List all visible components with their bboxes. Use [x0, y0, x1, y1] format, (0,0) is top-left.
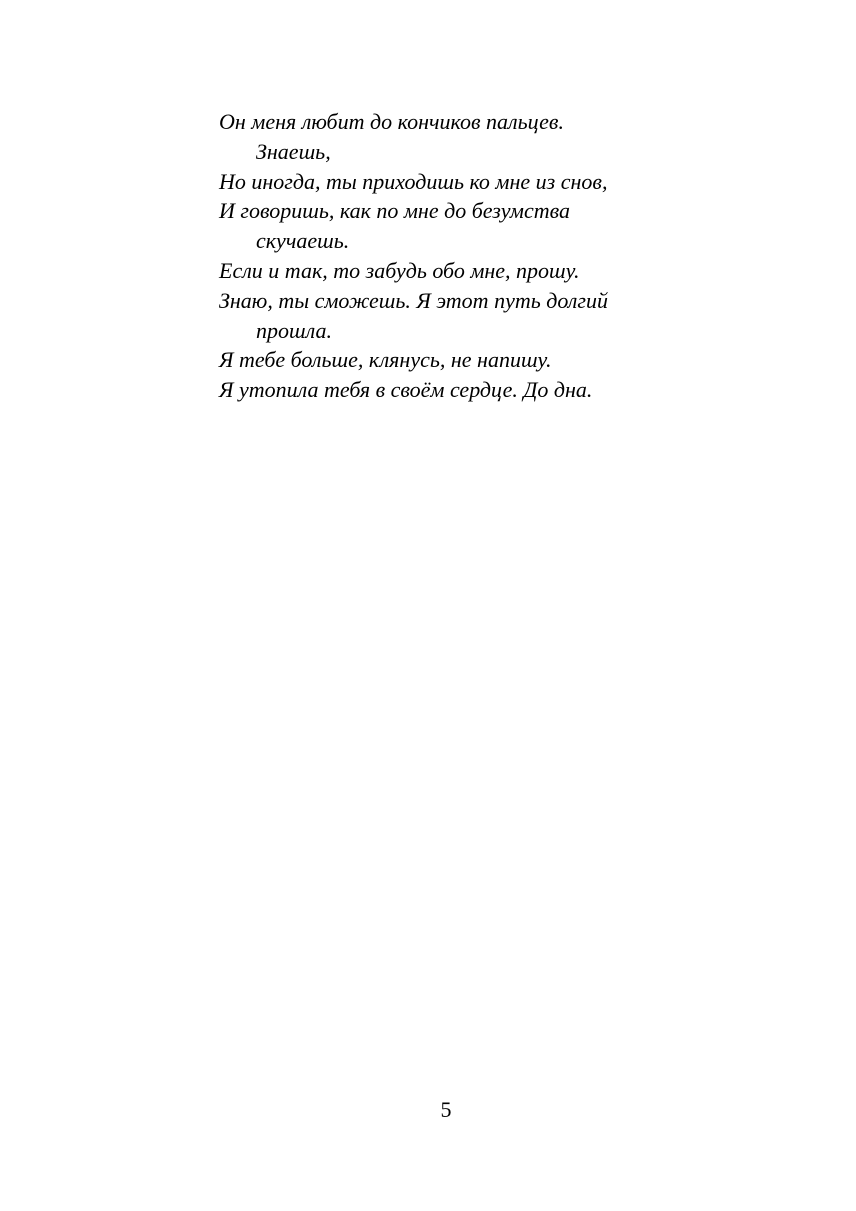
poem-line: Знаю, ты сможешь. Я этот путь долгий [219, 287, 608, 313]
poem-line: Если и так, то забудь обо мне, прошу. [219, 257, 580, 283]
poem-line: Я тебе больше, клянусь, не напишу. [219, 347, 552, 373]
poem-line-continuation: скучаешь. [256, 228, 350, 254]
poem-line: Он меня любит до кончиков пальцев. [219, 109, 564, 134]
poem-line-continuation: Знаешь, [256, 138, 331, 164]
poem-line: И говоришь, как по мне до безумства [219, 198, 571, 224]
page-number: 5 [440, 1097, 452, 1122]
poem-text [219, 107, 679, 405]
poem-line: Я утопила тебя в своём сердце. До дна. [219, 377, 593, 403]
poem-line: Но иногда, ты приходишь ко мне из снов, [219, 168, 608, 194]
poem-line-continuation: прошла. [256, 317, 332, 343]
